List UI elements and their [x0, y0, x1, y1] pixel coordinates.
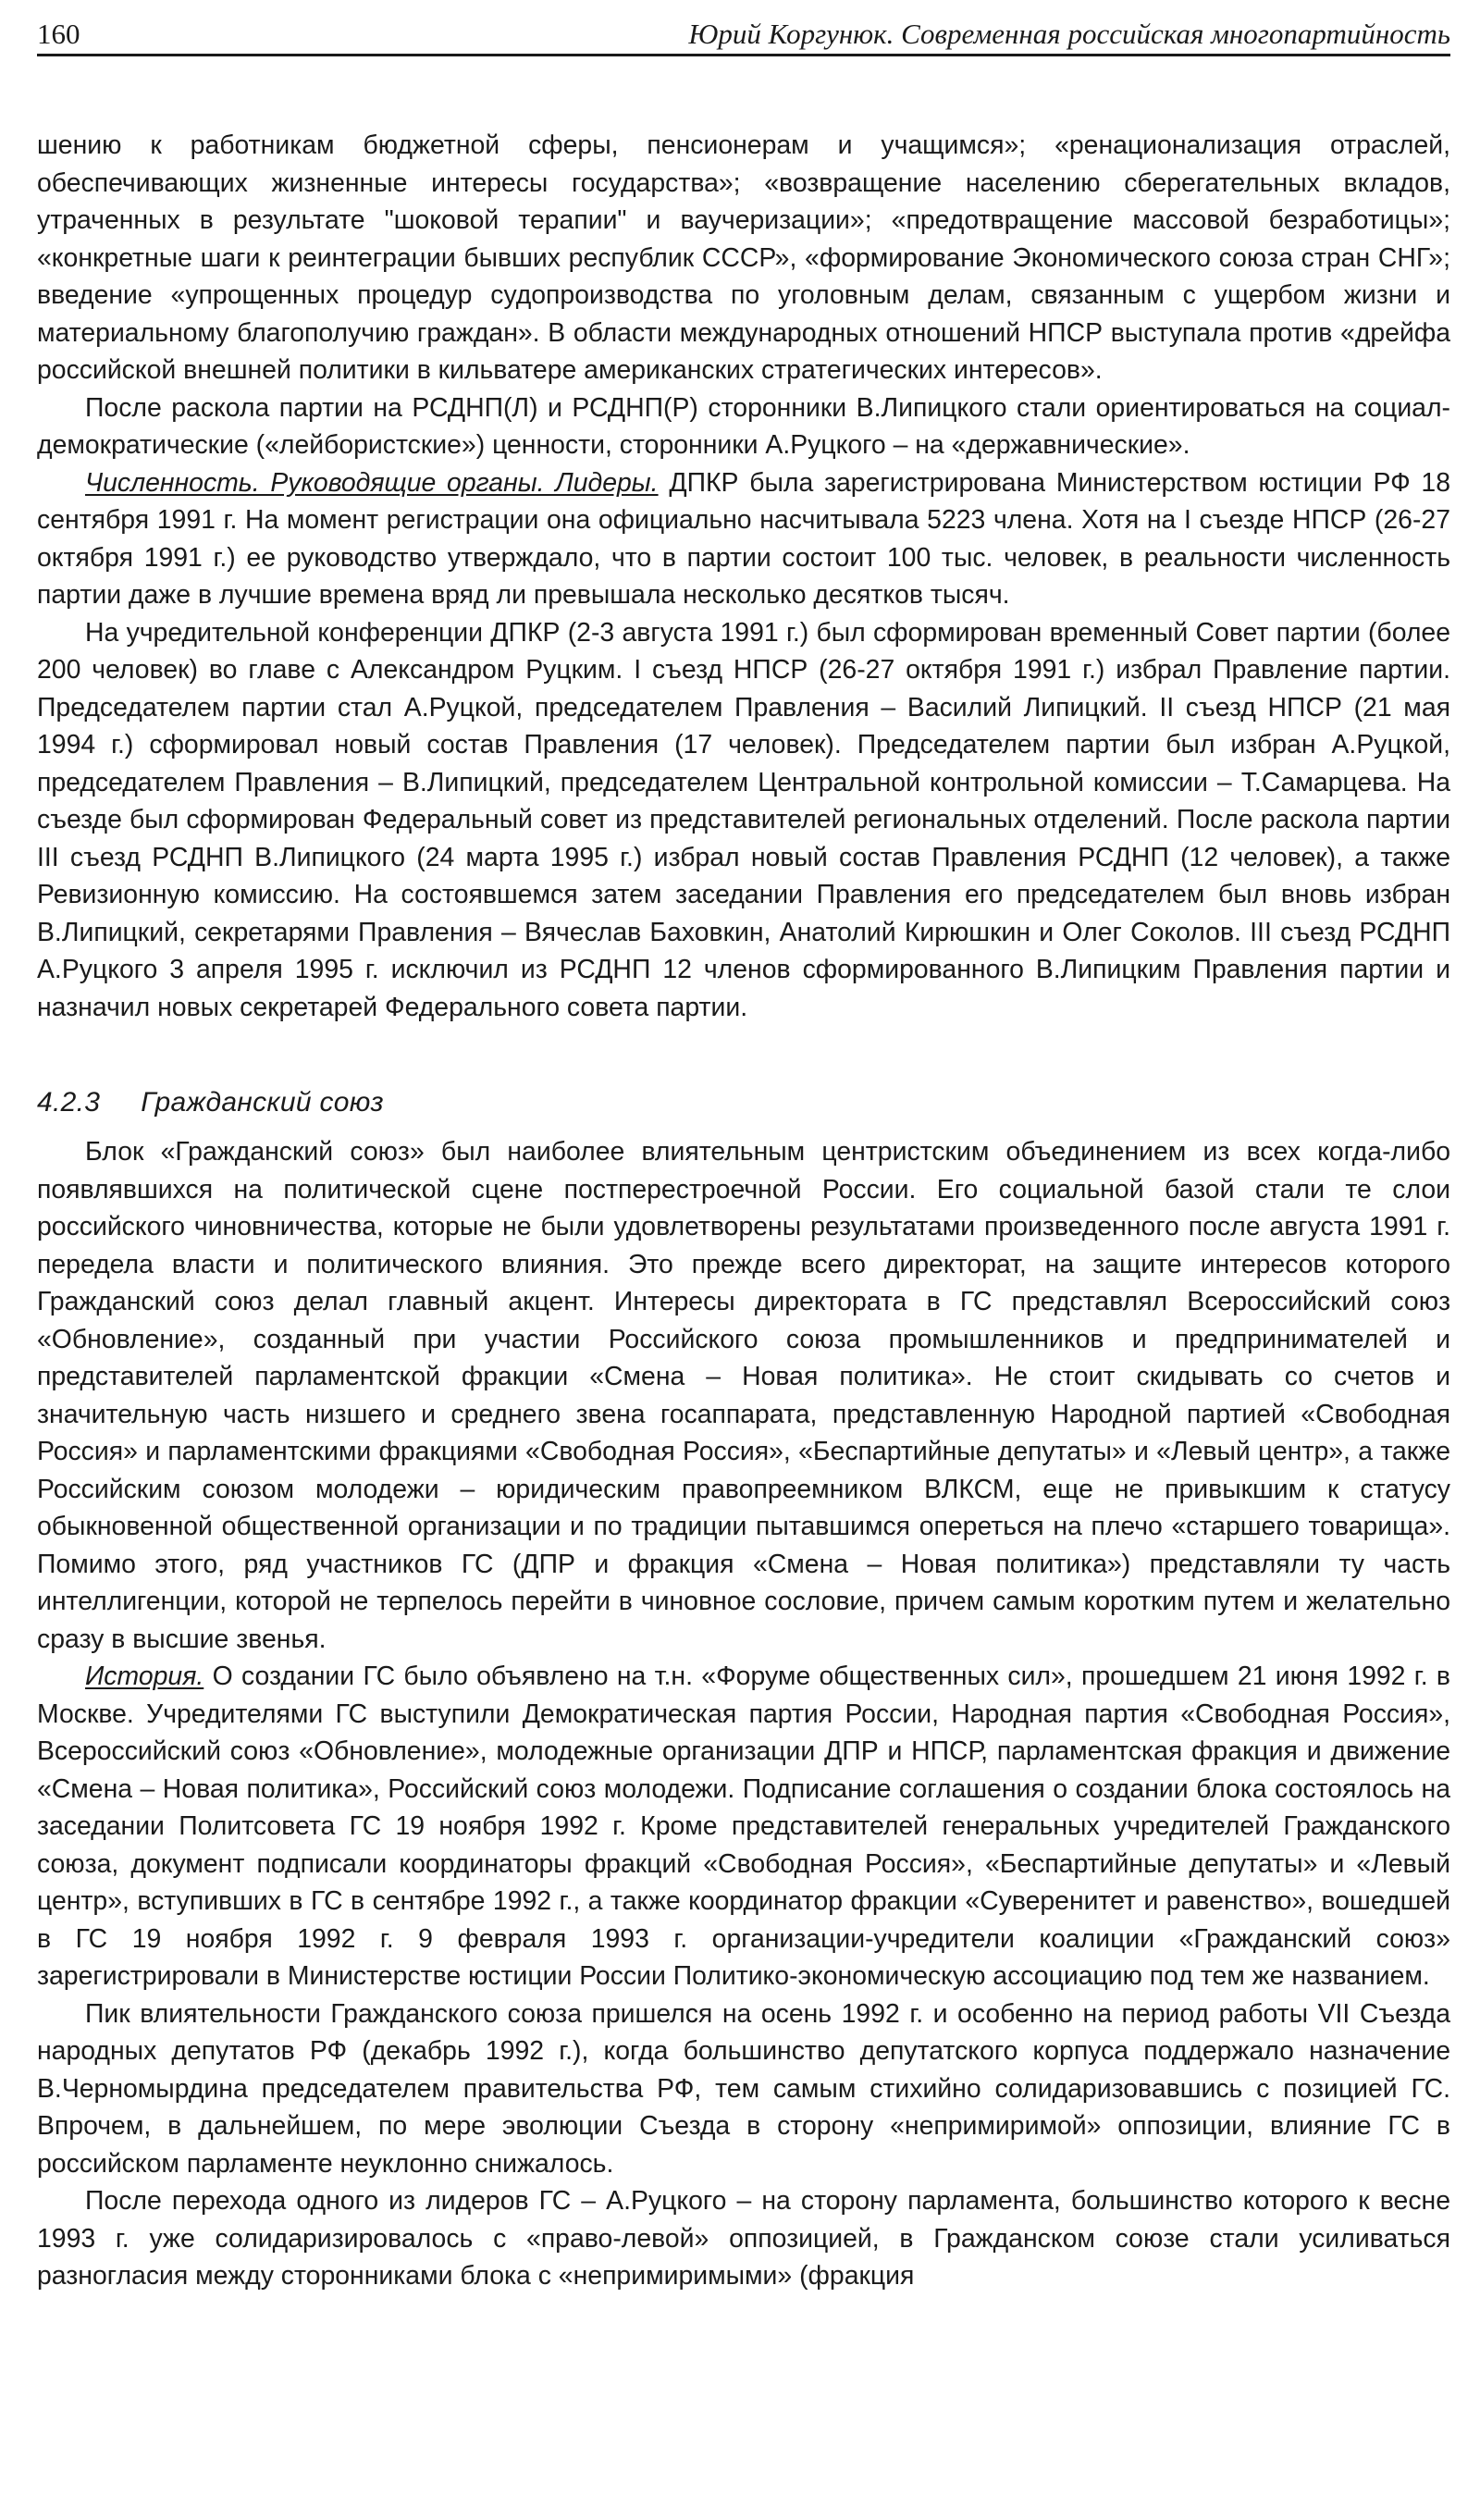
- paragraph: На учредительной конференции ДПКР (2-3 августа 1991 г.) был сформирован временный Совет партии (более 200 человек) во главе с Александром Руцким. I съезд НПСР (26-27 октября 1991 г.) избрал Правление партии. Председателем партии стал А.Руцкой, председателем Правления – Василий Липицкий. II съезд НПСР (21 мая 1994 г.) сформировал новый состав Правления (17 человек). Председателем партии был избран А.Руцкой, председателем Правления – В.Липицкий, председателем Центральной контрольной комиссии – Т.Самарцева. На съезде был сформирован Федеральный совет из представителей региональных отделений. После раскола партии III съезд РСДНП В.Липицкого (24 марта 1995 г.) избрал новый состав Правления РСДНП (12 человек), а также Ревизионную комиссию. На состоявшемся затем заседании Правления его председателем был вновь избран В.Липицкий, секретарями Правления – Вячеслав Баховкин, Анатолий Кирюшкин и Олег Соколов. III съезд РСДНП А.Руцкого 3 апреля 1995 г. исключил из РСДНП 12 членов сформированного В.Липицким Правления партии и назначил новых секретарей Федерального совета партии.: [37, 617, 1450, 1022]
- paragraph: История. О создании ГС было объявлено на т.н. «Форуме общественных сил», прошедшем 21 июня 1992 г. в Москве. Учредителями ГС выступили Демократическая партия России, Народная партия «Свободная Россия», Всероссийский союз «Обновление», молодежные организации ДПР и НПСР, парламентская фракция и движение «Смена – Новая политика», Российский союз молодежи. Подписание соглашения о создании блока состоялось на заседании Политсовета ГС 19 ноября 1992 г. Кроме представителей генеральных учредителей Гражданского союза, документ подписали координаторы фракций «Свободная Россия», «Беспартийные депутаты» и «Левый центр», вступивших в ГС в сентябре 1992 г., а также координатор фракции «Суверенитет и равенство», вошедшей в ГС 19 ноября 1992 г. 9 февраля 1993 г. организации-учредители коалиции «Гражданский союз» зарегистрировали в Министерстве юстиции России Политико-экономическую ассоциацию под тем же названием.: [37, 1661, 1450, 1991]
- paragraph: После перехода одного из лидеров ГС – А.Руцкого – на сторону парламента, большинство которого к весне 1993 г. уже солидаризировалось с «право-левой» оппозицией, в Гражданском союзе стали усиливаться разногласия между сторонниками блока с «непримиримыми» (фракция: [37, 2186, 1450, 2291]
- document-page: [37, 6, 1450, 2295]
- paragraph: шению к работникам бюджетной сферы, пенсионерам и учащимся»; «ренационализация отраслей, обеспечивающих жизненные интересы государства»; «возвращение населению сберегательных вкладов, утраченных в результате "шоковой терапии" и ваучеризации»; «предотвращение массовой безработицы»; «конкретные шаги к реинтеграции бывших республик СССР», «формирование Экономического союза стран СНГ»; введение «упрощенных процедур судопроизводства по уголовным делам, связанным с ущербом жизни и материальному благополучию граждан». В области международных отношений НПСР выступала против «дрейфа российской внешней политики в кильватере американских стратегических интересов».: [37, 130, 1450, 385]
- paragraph-lead: История.: [85, 1661, 204, 1691]
- paragraph: Численность. Руководящие органы. Лидеры. ДПКР была зарегистрирована Министерством юстиции РФ 18 сентября 1991 г. На момент регистрации она официально насчитывала 5223 члена. Хотя на I съезде НПСР (26-27 октября 1991 г.) ее руководство утверждало, что в партии состоит 100 тыс. человек, в реальности численность партии даже в лучшие времена вряд ли превышала несколько десятков тысяч.: [37, 467, 1451, 610]
- running-title: Юрий Коргунюк. Современная российская многопартийность: [688, 18, 1450, 50]
- page-body: [37, 127, 1450, 2295]
- section-number: 4.2.3: [37, 1087, 101, 1118]
- page-number: 160: [37, 18, 80, 50]
- section-title: Гражданский союз: [141, 1087, 384, 1118]
- paragraph: Пик влиятельности Гражданского союза пришелся на осень 1992 г. и особенно на период работы VII Съезда народных депутатов РФ (декабрь 1992 г.), когда большинство депутатского корпуса поддержало назначение В.Черномырдина председателем правительства РФ, тем самым стихийно солидаризовавшись с позицией ГС. Впрочем, в дальнейшем, по мере эволюции Съезда в сторону «непримиримой» оппозиции, влияние ГС в российском парламенте неуклонно снижалось.: [37, 1998, 1450, 2179]
- paragraph: Блок «Гражданский союз» был наиболее влиятельным центристским объединением из всех когда-либо появлявшихся на политической сцене постперестроечной России. Его социальной базой стали те слои российского чиновничества, которые не были удовлетворены результатами произведенного после августа 1991 г. передела власти и политического влияния. Это прежде всего директорат, на защите интересов которого Гражданский союз делал главный акцент. Интересы директората в ГС представлял Всероссийский союз «Обновление», созданный при участии Российского союза промышленников и предпринимателей и представителей парламентской фракции «Смена – Новая политика». Не стоит скидывать со счетов и значительную часть низшего и среднего звена госаппарата, представленную Народной партией «Свободная Россия» и парламентскими фракциями «Свободная Россия», «Беспартийные депутаты» и «Левый центр», а также Российским союзом молодежи – юридическим правопреемником ВЛКСМ, еще не привыкшим к статусу обыкновенной общественной организации и по традиции пытавшимся опереться на плечо «старшего товарища». Помимо этого, ряд участников ГС (ДПР и фракция «Смена – Новая политика») представляли ту часть интеллигенции, которой не терпелось перейти в чиновное сословие, причем самым коротким путем и желательно сразу в высшие звенья.: [37, 1137, 1450, 1654]
- paragraph-lead: Численность. Руководящие органы. Лидеры.: [85, 467, 659, 498]
- section-heading: [37, 1083, 1450, 1122]
- paragraph: После раскола партии на РСДНП(Л) и РСДНП(Р) сторонники В.Липицкого стали ориентироваться на социал-демократические («лейбористские») ценности, сторонники А.Руцкого – на «державнические».: [37, 392, 1450, 460]
- page-header: [37, 6, 1450, 56]
